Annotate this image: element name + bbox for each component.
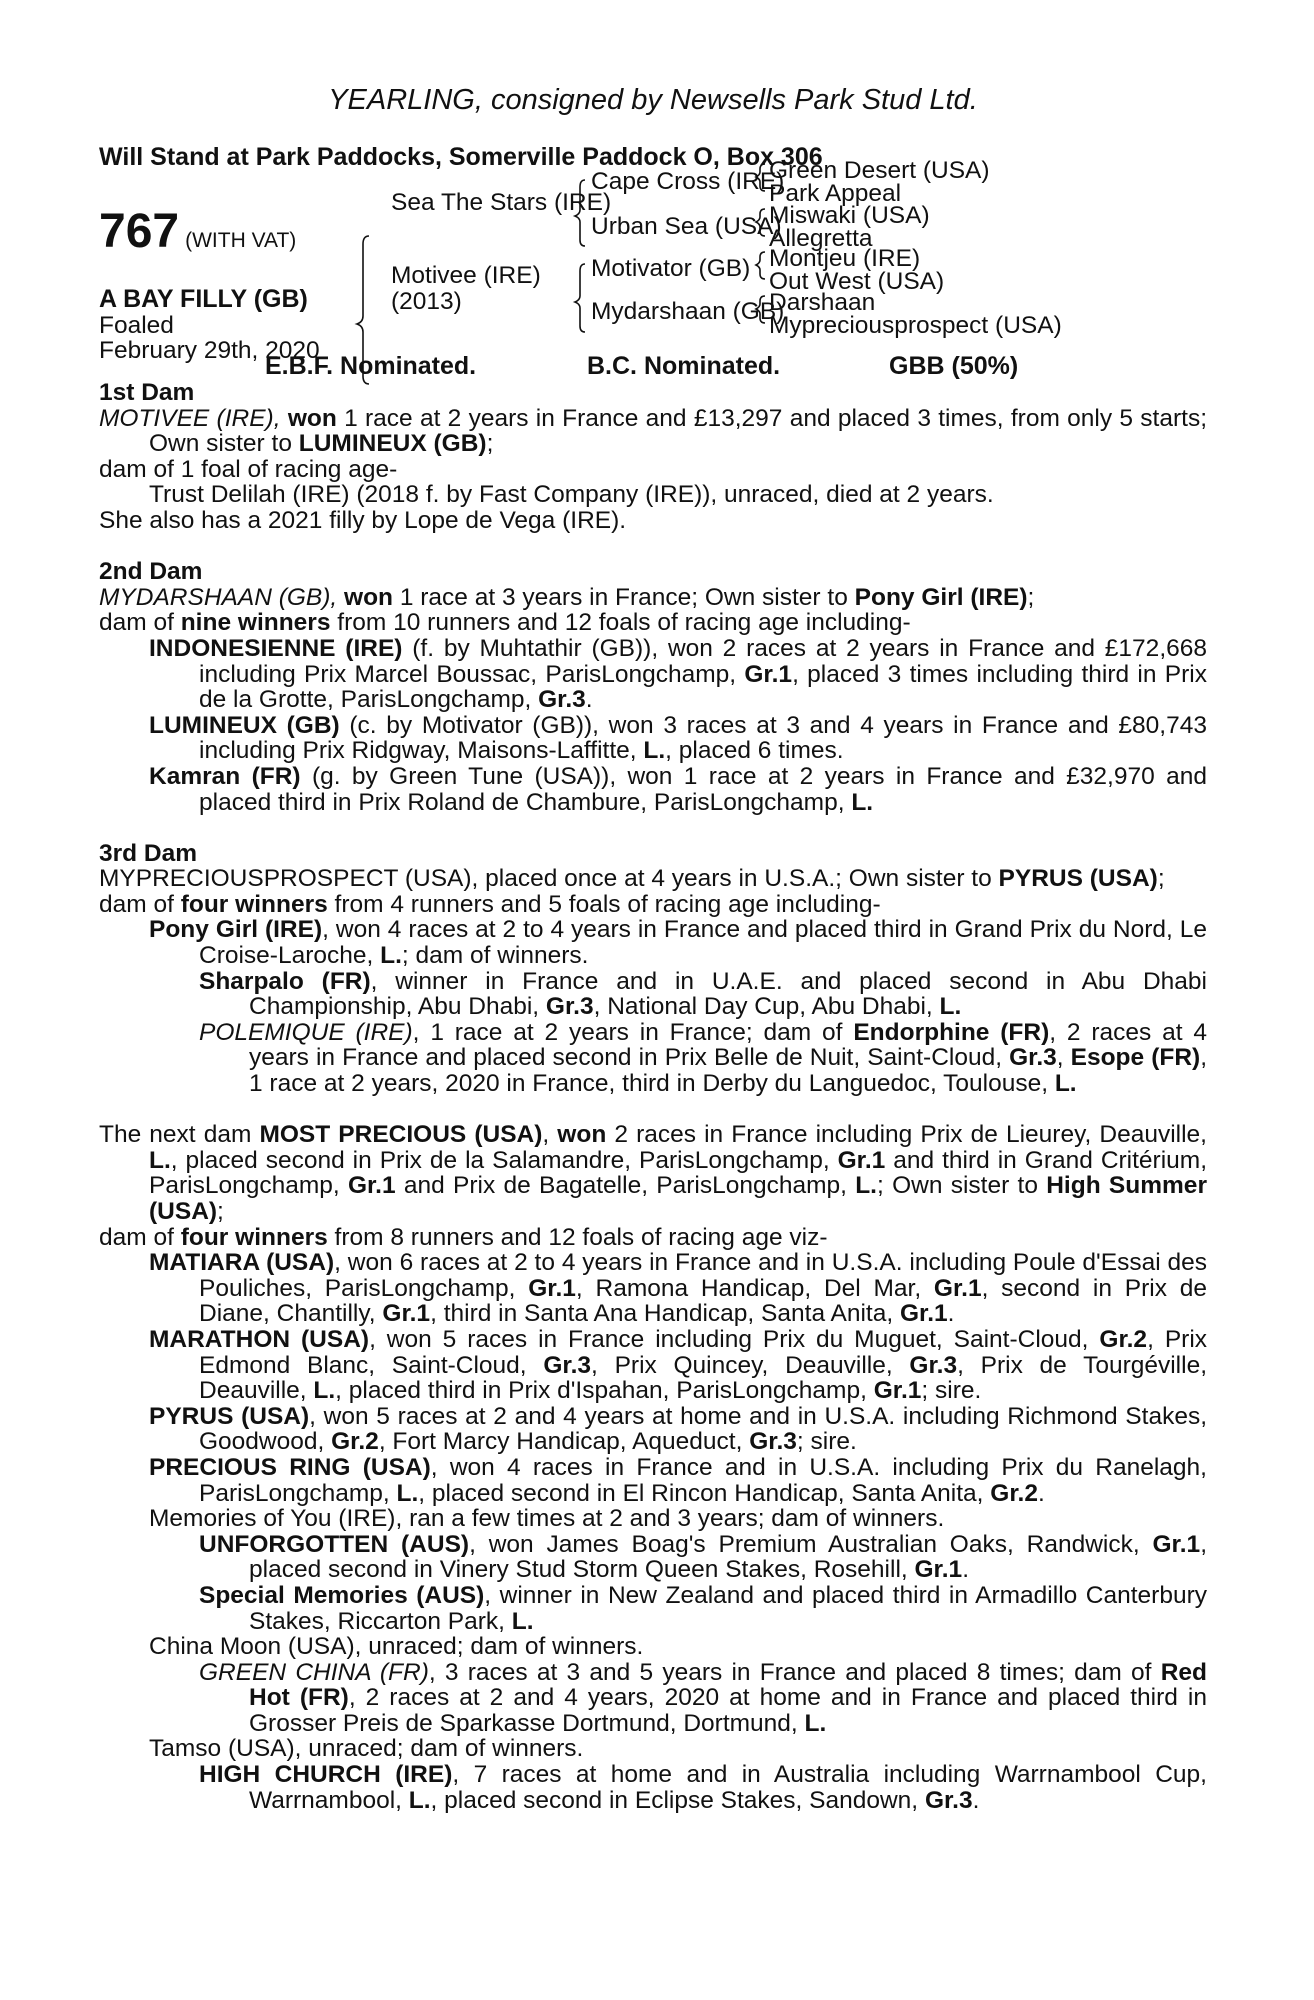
produce-name: Esope (FR) [1070,1044,1201,1072]
first-dam-note: She also has a 2021 filly by Lope de Vega (IRE). [99,506,627,534]
text: dam of [99,890,181,918]
produce-name: Red Hot (FR) [249,1658,1207,1712]
text: , placed second in Eclipse Stakes, Sandown, [430,1786,925,1814]
text: , winner in New Zealand and placed third in Armadillo Canterbury Stakes, Riccarton Park, [249,1581,1207,1635]
grade: Gr.3 [749,1428,797,1456]
bc-nomination: B.C. Nominated. [587,352,781,380]
text: , won 4 races at 2 to 4 years in France and placed third in Grand Prix du Nord, Le Croise-Laroche, [199,916,1207,970]
ped-ssd: Park Appeal [769,180,902,207]
winners-count: nine winners [180,609,331,637]
second-dam-name: MYDARSHAAN (GB), [99,583,345,611]
text: , Ramona Handicap, Del Mar, [575,1274,934,1302]
grade: L. [643,737,666,765]
grade: L. [855,1172,877,1200]
text: , [542,1121,558,1149]
grade: Gr.1 [914,1556,963,1584]
first-dam-para [99,406,1207,457]
ped-ddd: Mypreciousprospect (USA) [769,312,1062,339]
grade: Gr.1 [744,660,793,688]
winners-count: four winners [180,1223,328,1251]
produce-name: PYRUS (USA) [149,1402,310,1430]
consignor-title: YEARLING, consigned by Newsells Park Stud Ltd. [328,84,978,116]
produce-entry [99,1583,1207,1634]
text: , 2 races at 4 years in France and placed second in Prix Belle de Nuit, Saint-Cloud, [249,1018,1207,1072]
punct: ; [1157,865,1165,893]
text: , won 5 races in France including Prix du Muguet, Saint-Cloud, [369,1325,1100,1353]
first-dam-name: MOTIVEE (IRE), [99,404,288,432]
next-dam-name: MOST PRECIOUS (USA) [259,1121,543,1149]
produce-name: GREEN CHINA (FR) [199,1658,429,1686]
grade: Gr.2 [1099,1325,1148,1353]
grade: L. [380,942,402,970]
grade: Gr.1 [528,1274,576,1302]
gbb-label: GBB (50%) [889,352,1019,380]
text: , Prix Edmond Blanc, Saint-Cloud, [199,1325,1208,1379]
produce-name: Sharpalo (FR) [199,967,371,995]
sister-name: Pony Girl (IRE) [854,583,1028,611]
produce-entry [99,636,1207,713]
text: , 1 race at 2 years in France; dam of [412,1018,854,1046]
grade: L. [313,1377,336,1405]
text: , 2 races at 2 and 4 years, 2020 at home and in France and placed third in Grosser Preis de Sparkasse Dortmund, Dortmund, [249,1684,1208,1737]
text: from 8 runners and 12 foals of racing age viz- [327,1223,828,1251]
grade: L. [396,1479,419,1507]
ped-sire-sire: Cape Cross (IRE) [591,168,785,195]
produce-name: MATIARA (USA) [149,1249,335,1277]
text: (c. by Motivator (GB)), won 3 races at 3 and 4 years in France and £80,743 including Prix Ridgway, Maisons-Laffitte, [199,711,1207,765]
grade: L. [408,1786,431,1814]
text: , third in Santa Ana Handicap, Santa Anita, [430,1300,900,1328]
produce-entry [99,1455,1207,1506]
produce-entry [99,969,1207,1020]
grade: L. [511,1607,534,1635]
produce-entry [99,1660,1207,1737]
text: . [962,1556,969,1584]
produce-name: Pony Girl (IRE) [149,916,323,944]
text: ; Own sister to [877,1172,1047,1200]
text: , placed second in Vinery Stud Storm Queen Stakes, Rosehill, [249,1530,1207,1584]
grade: Gr.3 [538,686,586,714]
foaled-label: Foaled [99,311,174,339]
ebf-nomination: E.B.F. Nominated. [265,352,477,380]
text: , 7 races at home and in Australia including Warrnambool Cup, Warrnambool, [249,1761,1207,1814]
grade: Gr.3 [545,993,594,1021]
text: , [1056,1044,1071,1072]
grade: Gr.1 [347,1172,396,1200]
grade: L. [1054,1070,1077,1098]
ped-sire-dam: Urban Sea (USA) [591,213,782,240]
produce-name: UNFORGOTTEN (AUS) [199,1530,470,1558]
family-body [99,380,1207,1813]
stand-location: Will Stand at Park Paddocks, Somerville Paddock O, Box 306 [99,143,823,171]
produce-entry [99,1762,1207,1813]
produce-name: Kamran (FR) [149,762,301,790]
produce-name: Special Memories (AUS) [199,1581,485,1609]
text: The next dam [99,1121,260,1149]
grade: L. [939,993,962,1021]
first-dam-text: 1 race at 2 years in France and £13,297 and placed 3 times, from only 5 starts; Own sister to [149,404,1208,458]
grade: Gr.1 [382,1300,431,1328]
won-label: won [344,583,394,611]
text: from 4 runners and 5 foals of racing age including- [327,890,881,918]
grade: Gr.3 [1009,1044,1057,1072]
ped-dds: Darshaan [769,289,876,316]
text: , National Day Cup, Abu Dhabi, [593,993,940,1021]
second-dam-para [99,585,1207,611]
text: (g. by Green Tune (USA)), won 1 race at 2 years in France and £32,970 and placed third in Prix Roland de Chambure, ParisLongchamp, [199,762,1207,816]
text: , won 5 races at 2 and 4 years at home and in U.S.A. including Richmond Stakes, Goodwood, [199,1402,1207,1456]
text: , Fort Marcy Handicap, Aqueduct, [378,1428,750,1456]
produce-entry [99,764,1207,815]
text: , placed second in Prix de la Salamandre, ParisLongchamp, [170,1146,838,1174]
foaled-date: February 29th, 2020 [99,337,320,365]
ped-dam-year: (2013) [391,288,462,315]
third-dam-heading: 3rd Dam [99,839,198,867]
brace-ds [756,252,765,279]
winners-count: four winners [180,890,328,918]
text: ; sire. [796,1428,857,1456]
produce-name: HIGH CHURCH (IRE) [199,1761,453,1789]
text: , winner in France and in U.A.E. and placed second in Abu Dhabi Championship, Abu Dhabi, [249,967,1207,1021]
sister-name: LUMINEUX (GB) [298,430,487,458]
text: . [585,686,593,714]
produce-entry [99,1404,1207,1455]
text: 2 races in France including Prix de Lieurey, Deauville, [606,1121,1207,1149]
first-dam-heading: 1st Dam [99,379,195,406]
produce-entry: Memories of You (IRE), ran a few times at 2 and 3 years; dam of winners. [149,1505,945,1533]
text: , won 4 races in France and in U.S.A. including Prix du Ranelagh, ParisLongchamp, [199,1453,1207,1507]
text: , Prix Quincey, Deauville, [591,1351,910,1379]
ped-sds: Miswaki (USA) [769,202,930,229]
grade: Gr.2 [331,1428,379,1456]
grade: Gr.1 [933,1274,982,1302]
text: , placed second in El Rincon Handicap, Santa Anita, [418,1479,991,1507]
produce-entry [99,917,1207,968]
text: , won 6 races at 2 to 4 years in France and in U.S.A. including Poule d'Essai des Pouliches, ParisLongchamp, [199,1249,1207,1302]
next-dam-winners [99,1225,1207,1251]
grade: Gr.3 [543,1351,592,1379]
text: , placed 6 times. [665,737,844,765]
first-dam-foals: dam of 1 foal of racing age- [99,455,398,483]
produce-name: Endorphine (FR) [853,1018,1050,1046]
third-dam-winners [99,892,1207,918]
text: ; dam of winners. [401,942,589,970]
next-dam-para [99,1122,1207,1224]
text: dam of [99,1223,181,1251]
produce-entry: Tamso (USA), unraced; dam of winners. [149,1735,584,1763]
text: . [972,1786,980,1814]
produce-name: MARATHON (USA) [149,1325,370,1353]
produce-name: PRECIOUS RING (USA) [149,1453,431,1481]
sister-name: High Summer (USA) [149,1172,1207,1225]
text: , Prix de Tourgéville, Deauville, [199,1351,1208,1405]
lot-number: 767 [99,205,180,258]
text: and third in Grand Critérium, ParisLongchamp, [149,1146,1207,1200]
third-dam-para [99,866,1207,892]
produce-entry: China Moon (USA), unraced; dam of winners. [149,1633,644,1661]
produce-entry [99,1327,1207,1404]
text: , second in Prix de Diane, Chantilly, [199,1274,1207,1328]
ped-dam-dam: Mydarshaan (GB) [591,298,785,325]
text: dam of [99,609,181,637]
punct: ; [217,1198,224,1225]
won-label: won [287,404,337,432]
grade: Gr.1 [1152,1530,1201,1558]
text: MYPRECIOUSPROSPECT (USA), placed once at 4 years in U.S.A.; Own sister to [99,865,999,893]
text: , 3 races at 3 and 5 years in France and placed 8 times; dam of [428,1658,1161,1686]
produce-entry [99,1250,1207,1327]
text: and Prix de Bagatelle, ParisLongchamp, [395,1172,856,1200]
ped-sss: Green Desert (USA) [769,157,990,184]
grade: Gr.1 [899,1300,948,1328]
sister-name: PYRUS (USA) [998,865,1158,893]
grade: Gr.1 [873,1377,922,1405]
grade: L. [149,1146,171,1174]
grade: L. [851,788,874,816]
text: ; sire. [921,1377,982,1405]
text: , 1 race at 2 years, 2020 in France, third in Derby du Languedoc, Toulouse, [249,1044,1207,1098]
punct: ; [1027,583,1035,611]
grade: Gr.3 [924,1786,973,1814]
punct: ; [486,430,494,458]
produce-entry [99,713,1207,764]
first-dam-produce: Trust Delilah (IRE) (2018 f. by Fast Company (IRE)), unraced, died at 2 years. [149,481,994,509]
text: . [1037,1479,1045,1507]
produce-entry [99,1532,1207,1583]
vat-label: (WITH VAT) [185,229,297,252]
second-dam-winners [99,610,1207,636]
grade: Gr.2 [990,1479,1038,1507]
text: . [947,1300,955,1328]
ped-dss: Montjeu (IRE) [769,245,921,272]
grade: Gr.3 [909,1351,958,1379]
text: from 10 runners and 12 foals of racing age including- [330,609,911,637]
text: (f. by Muhtathir (GB)), won 2 races at 2 years in France and £172,668 including Prix Marcel Boussac, ParisLongchamp, [199,634,1207,688]
produce-name: POLEMIQUE (IRE) [199,1018,413,1046]
ped-dam: Motivee (IRE) [391,262,541,289]
ped-dam-sire: Motivator (GB) [591,255,751,282]
produce-entry [99,1020,1207,1097]
text: , won James Boag's Premium Australian Oaks, Randwick, [469,1530,1153,1558]
second-dam-heading: 2nd Dam [99,558,203,586]
won-label: won [557,1121,607,1149]
ped-sdd: Allegretta [769,225,873,252]
produce-name: LUMINEUX (GB) [149,711,340,739]
text: , placed 3 times including third in Prix de la Grotte, ParisLongchamp, [199,660,1207,714]
ped-dsd: Out West (USA) [769,268,945,295]
text: , placed third in Prix d'Ispahan, ParisLongchamp, [335,1377,874,1405]
grade: Gr.1 [837,1146,886,1174]
second-dam-text: 1 race at 3 years in France; Own sister to [393,583,855,611]
horse-name: A BAY FILLY (GB) [99,285,308,313]
brace-dam [575,264,585,332]
ped-sire: Sea The Stars (IRE) [391,189,612,216]
grade: L. [804,1709,827,1737]
produce-name: INDONESIENNE (IRE) [149,634,403,662]
